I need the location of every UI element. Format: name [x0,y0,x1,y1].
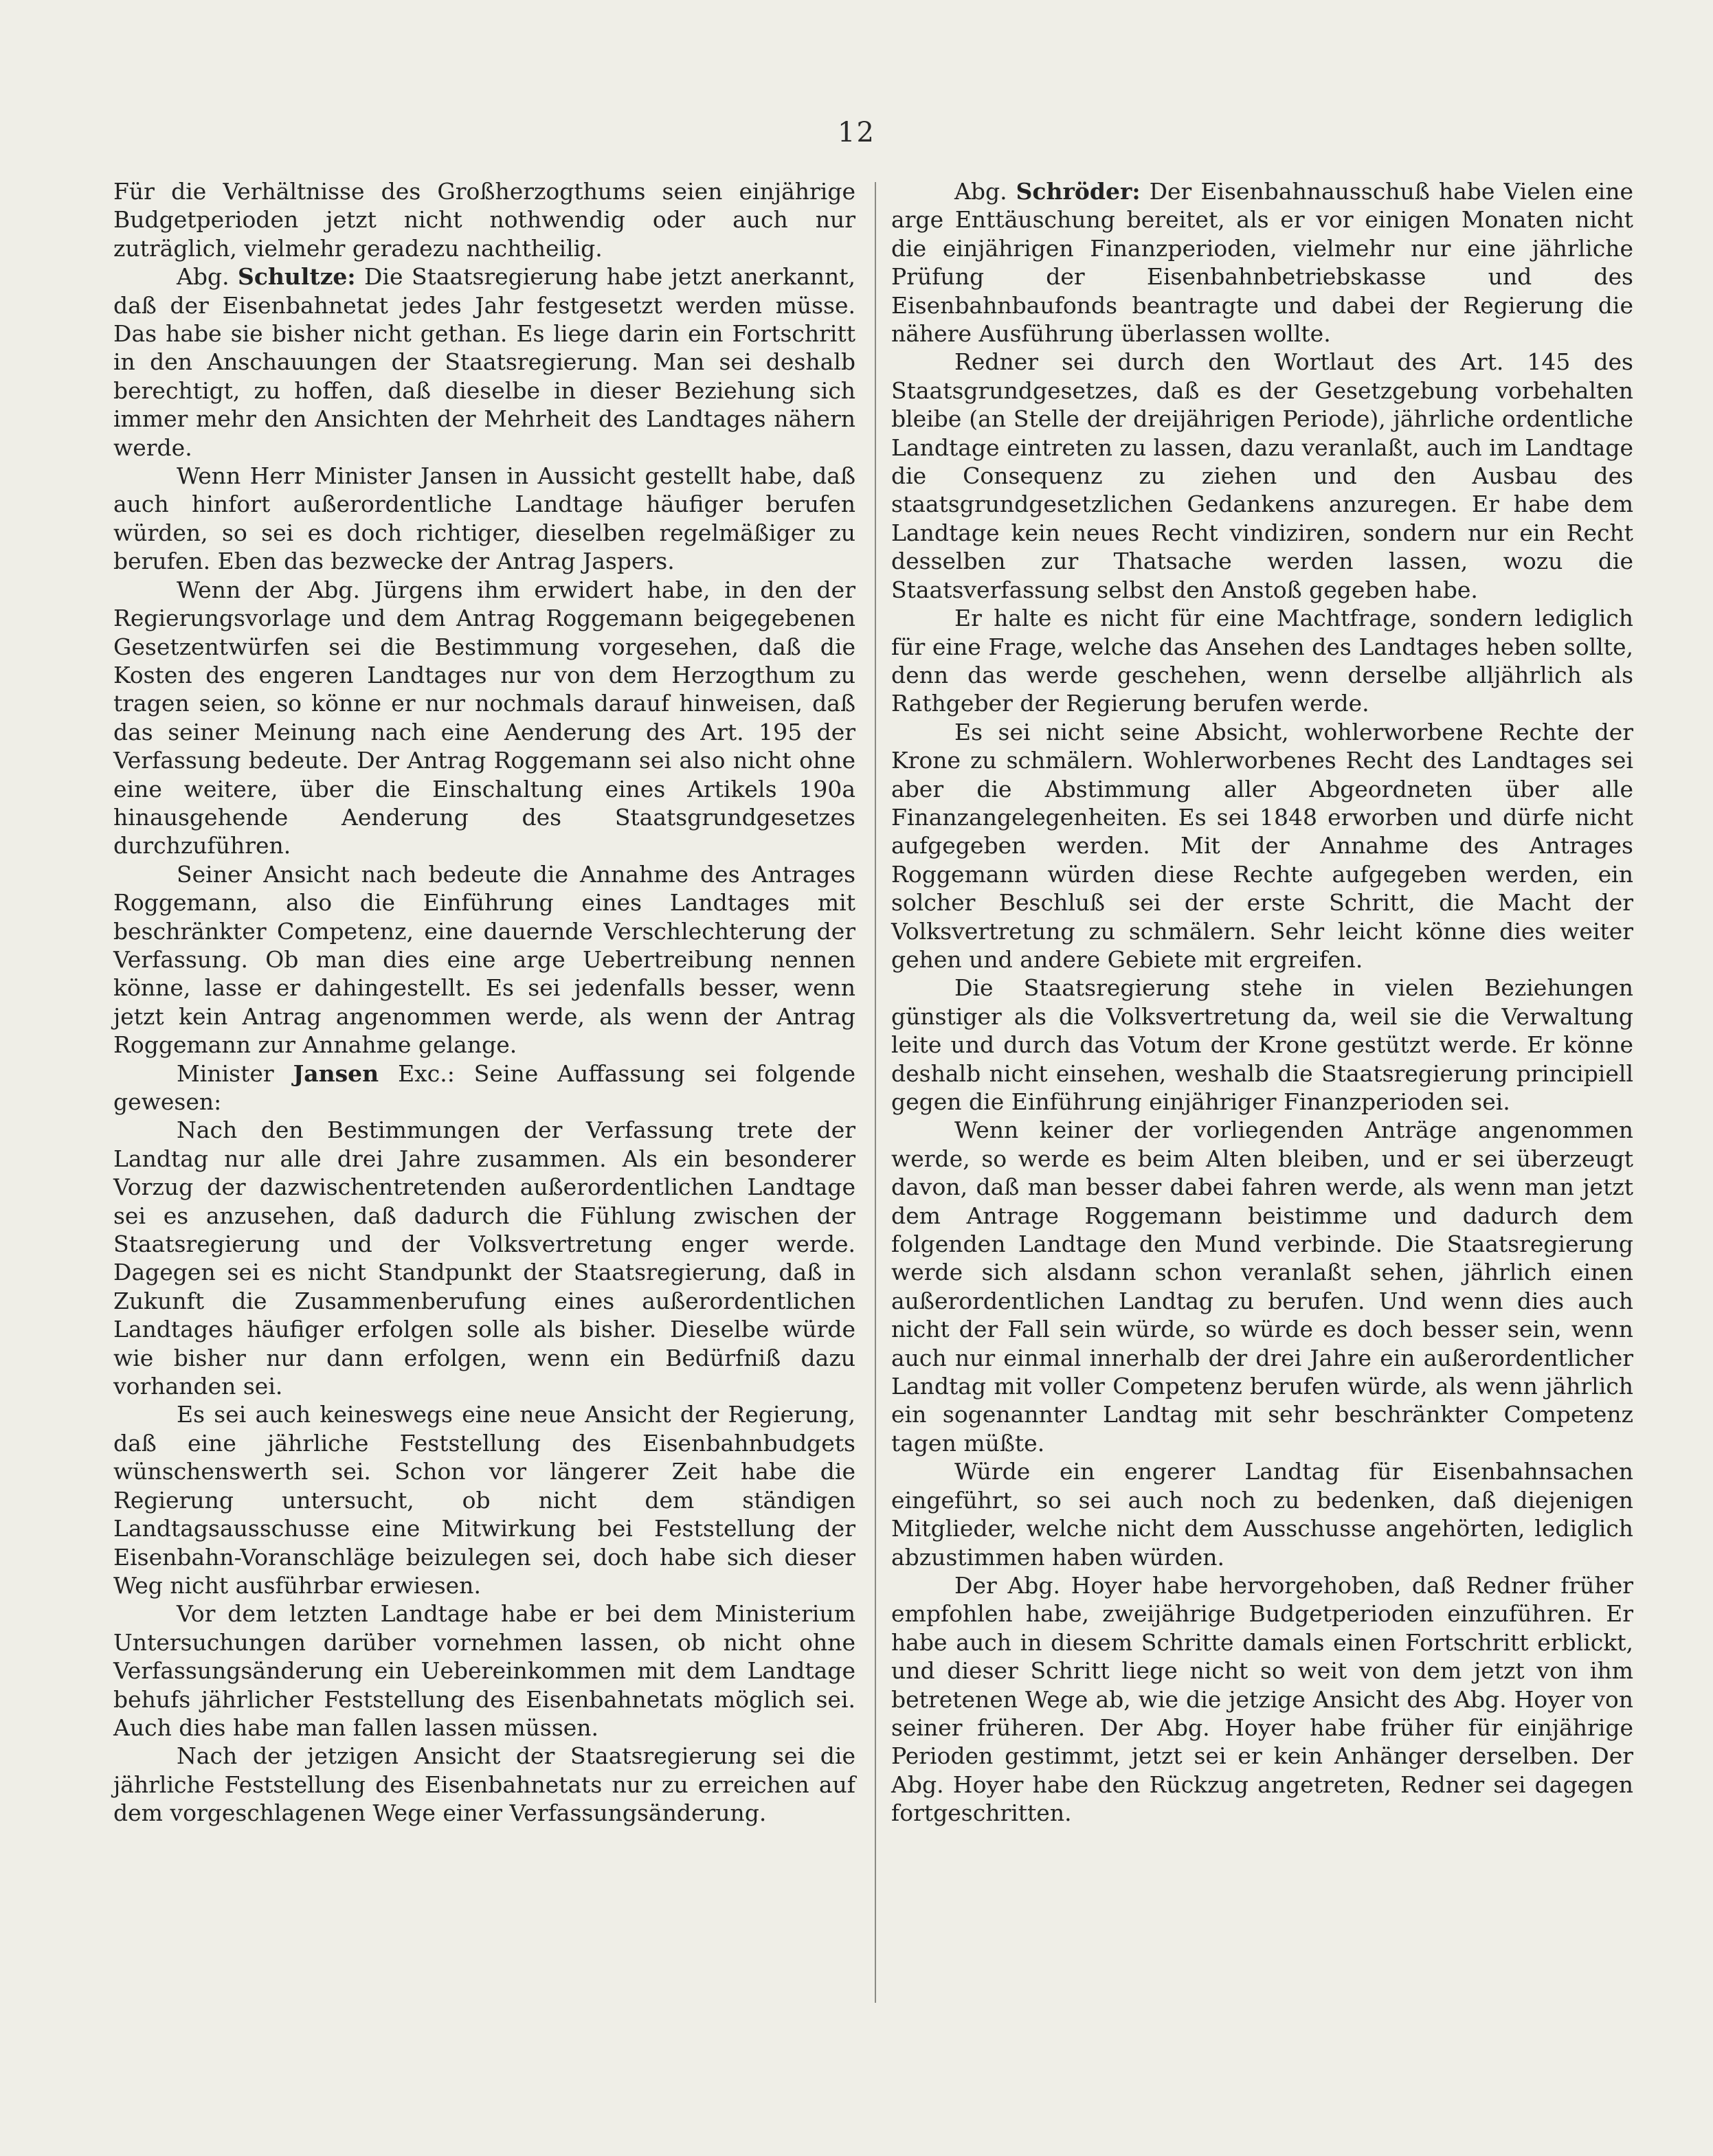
paragraph [113,262,855,462]
speaker-title: Minister [177,1059,293,1087]
paragraph [113,1059,855,1116]
paragraph: Vor dem letzten Landtage habe er bei dem Ministerium Untersuchungen darüber vornehmen lassen, ob nicht ohne Verfassungsänderung ein Uebereinkommen mit dem Landtage behufs jährlicher Feststellung des Eisenbahnetats möglich sei. Auch dies habe man fallen lassen müssen. [113,1600,855,1741]
paragraph: Die Staatsregierung stehe in vielen Beziehungen günstiger als die Volksvertretung da, weil sie die Verwaltung leite und durch das Votum der Krone gestützt werde. Er könne deshalb nicht einsehen, weshalb die Staatsregierung principiell gegen die Einführung einjähriger Finanzperioden sei. [891,974,1633,1115]
paragraph [891,177,1633,348]
paragraph: Es sei nicht seine Absicht, wohlerworbene Rechte der Krone zu schmälern. Wohlerworbenes Recht des Landtages sei aber die Abstimmung aller Abgeordneten über alle Finanzangelegenheiten. Es sei 1848 erworben und dürfe nicht aufgegeben werden. Mit der Annahme des Antrages Roggemann würden diese Rechte aufgegeben werden, ein solcher Beschluß sei der erste Schritt, die Macht der Volksvertretung zu schmälern. Sehr leicht könne dies weiter gehen und andere Gebiete mit ergreifen. [891,718,1633,973]
speaker-name: Schröder: [1016,178,1141,205]
column-divider [875,182,876,2003]
paragraph: Seiner Ansicht nach bedeute die Annahme des Antrages Roggemann, also die Einführung eines Landtages mit beschränkter Competenz, eine dauernde Verschlechterung der Verfassung. Ob man dies eine arge Uebertreibung nennen könne, lasse er dahingestellt. Es sei jedenfalls besser, wenn jetzt kein Antrag angenommen werde, als wenn der Antrag Roggemann zur Annahme gelange. [113,860,855,1059]
right-column [891,177,1633,1828]
speaker-title: Abg. [954,178,1016,205]
paragraph: Er halte es nicht für eine Machtfrage, sondern lediglich für eine Frage, welche das Ansehen des Landtages heben sollte, denn das werde geschehen, wenn derselbe alljährlich als Rathgeber der Regierung berufen werde. [891,605,1633,717]
speaker-name: Schultze: [238,263,356,291]
paragraph: Nach den Bestimmungen der Verfassung trete der Landtag nur alle drei Jahre zusammen. Als ein besonderer Vorzug der dazwischentretenden außerordentlichen Landtage sei es anzusehen, daß dadurch die Fühlung zwischen der Staatsregierung und der Volksvertretung enger werde. Dagegen sei es nicht Standpunkt der Staatsregierung, daß in Zukunft die Zusammenberufung eines außerordentlichen Landtages häufiger erfolgen solle als bisher. Dieselbe würde wie bisher nur dann erfolgen, wenn ein Bedürfniß dazu vorhanden sei. [113,1116,855,1400]
paragraph: Wenn Herr Minister Jansen in Aussicht gestellt habe, daß auch hinfort außerordentliche Landtage häufiger berufen würden, so sei es doch richtiger, dieselben regelmäßiger zu berufen. Eben das bezwecke der Antrag Jaspers. [113,462,855,575]
paragraph: Es sei auch keineswegs eine neue Ansicht der Regierung, daß eine jährliche Feststellung des Eisenbahnbudgets wünschenswerth sei. Schon vor längerer Zeit habe die Regierung untersucht, ob nicht dem ständigen Landtagsausschusse eine Mitwirkung bei Feststellung der Eisenbahn-Voranschläge beizulegen sei, doch habe sich dieser Weg nicht ausführbar erwiesen. [113,1401,855,1599]
paragraph: Für die Verhältnisse des Großherzogthums seien einjährige Budgetperioden jetzt nicht nothwendig oder auch nur zuträglich, vielmehr geradezu nachtheilig. [113,178,855,262]
speech-text: Exc.: Seine Auffassung sei folgende gewesen: [113,1059,855,1115]
paragraph: Nach der jetzigen Ansicht der Staatsregierung sei die jährliche Feststellung des Eisenbahnetats nur zu erreichen auf dem vorgeschlagenen Wege einer Verfassungsänderung. [113,1742,855,1827]
paragraph: Wenn der Abg. Jürgens ihm erwidert habe, in den der Regierungsvorlage und dem Antrag Roggemann beigegebenen Gesetzentwürfen sei die Bestimmung vorgesehen, daß die Kosten des engeren Landtages nur von dem Herzogthum zu tragen seien, so könne er nur nochmals darauf hinweisen, daß das seiner Meinung nach eine Aenderung des Art. 195 der Verfassung bedeute. Der Antrag Roggemann sei also nicht ohne eine weitere, über die Einschaltung eines Artikels 190a hinausgehende Aenderung des Staatsgrundgesetzes durchzuführen. [113,576,855,860]
paragraph: Wenn keiner der vorliegenden Anträge angenommen werde, so werde es beim Alten bleiben, und er sei überzeugt davon, daß man besser dabei fahren werde, als wenn man jetzt dem Antrage Roggemann beistimme und dadurch dem folgenden Landtage den Mund verbinde. Die Staatsregierung werde sich alsdann schon veranlaßt sehen, jährlich einen außerordentlichen Landtag zu berufen. Und wenn dies auch nicht der Fall sein würde, so würde es doch besser sein, wenn auch nur einmal innerhalb der drei Jahre ein außerordentlicher Landtag mit voller Competenz berufen würde, als wenn jährlich ein sogenannter Landtag mit sehr beschränkter Competenz tagen müßte. [891,1116,1633,1457]
page-number: 12 [838,117,875,148]
paragraph: Redner sei durch den Wortlaut des Art. 145 des Staatsgrundgesetzes, daß es der Gesetzgebung vorbehalten bleibe (an Stelle der dreijährigen Periode), jährliche ordentliche Landtage eintreten zu lassen, dazu veranlaßt, auch im Landtage die Consequenz zu ziehen und den Ausbau des staatsgrundgesetzlichen Gedankens anzuregen. Er habe dem Landtage kein neues Recht vindiziren, sondern nur ein Recht desselben zur Thatsache werden lassen, wozu die Staatsverfassung selbst den Anstoß gegeben habe. [891,348,1633,603]
paragraph: Würde ein engerer Landtag für Eisenbahnsachen eingeführt, so sei auch noch zu bedenken, daß diejenigen Mitglieder, welche nicht dem Ausschusse angehörten, lediglich abzustimmen haben würden. [891,1458,1633,1571]
left-column [113,177,855,1828]
speaker-name: Jansen [293,1059,379,1087]
speaker-title: Abg. [177,263,238,291]
speech-text: Der Eisenbahnausschuß habe Vielen eine arge Enttäuschung bereitet, als er vor einigen Monaten nicht die einjährigen Finanzperioden, vielmehr nur eine jährliche Prüfung der Eisenbahnbetriebskasse und des Eisenbahnbaufonds beantragte und dabei der Regierung die nähere Ausführung überlassen wollte. [891,178,1634,348]
speech-text: Die Staatsregierung habe jetzt anerkannt, daß der Eisenbahnetat jedes Jahr festgesetzt werden müsse. Das habe sie bisher nicht gethan. Es liege darin ein Fortschritt in den Anschauungen der Staatsregierung. Man sei deshalb berechtigt, zu hoffen, daß dieselbe in dieser Beziehung sich immer mehr den Ansichten der Mehrheit des Landtages nähern werde. [113,263,856,461]
paragraph: Der Abg. Hoyer habe hervorgehoben, daß Redner früher empfohlen habe, zweijährige Budgetperioden einzuführen. Er habe auch in diesem Schritte damals einen Fortschritt erblickt, und dieser Schritt liege nicht so weit von dem jetzt von ihm betretenen Wege ab, wie die jetzige Ansicht des Abg. Hoyer von seiner früheren. Der Abg. Hoyer habe früher für einjährige Perioden gestimmt, jetzt sei er kein Anhänger derselben. Der Abg. Hoyer habe den Rückzug angetreten, Redner sei dagegen fortgeschritten. [891,1571,1633,1827]
